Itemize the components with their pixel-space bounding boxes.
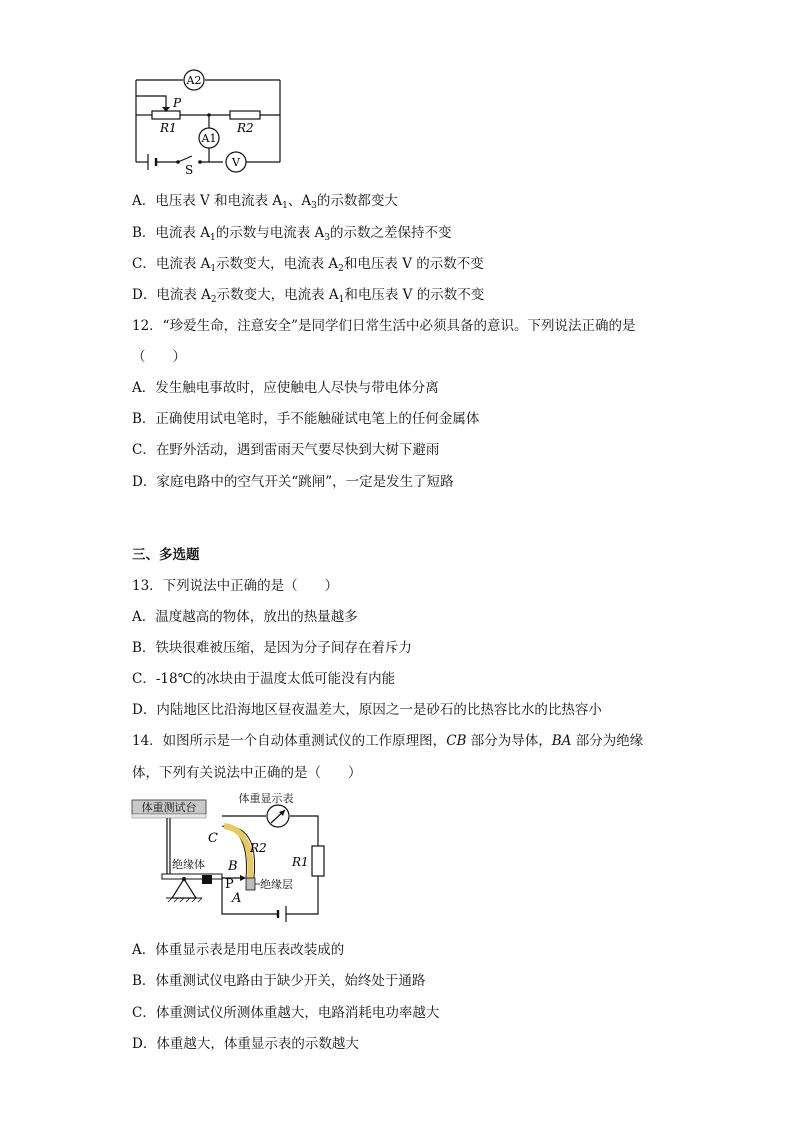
q12-stem-line2: （ ） — [132, 349, 186, 365]
q13-option-d: D．内陆地区比沿海地区昼夜温差大，原因之一是砂石的比热容比水的比热容小 — [132, 702, 602, 718]
label-P: P — [225, 877, 234, 892]
label-B: B — [228, 859, 238, 874]
layer-label: 绝缘层 — [260, 878, 293, 891]
platform-label: 体重测试台 — [141, 801, 197, 814]
q11-option-d: D．电流表 $A_2$示数变大，电流表 $A_1$和电压表 V 的示数不变 — [132, 287, 485, 305]
q12-option-c: C．在野外活动，遇到雷雨天气要尽快到大树下避雨 — [132, 442, 440, 458]
label-A1: A1 — [201, 132, 217, 145]
q13-option-c: C．-18℃的冰块由于温度太低可能没有内能 — [132, 671, 396, 687]
label-P: P — [173, 96, 182, 110]
q11-option-a: A．电压表 V 和电流表 $A_1$、$A_3$的示数都变大 — [132, 193, 398, 211]
label-A2: A2 — [186, 74, 202, 87]
q12-option-d: D．家庭电路中的空气开关“跳闸”，一定是发生了短路 — [132, 474, 454, 490]
q11-option-c: C．电流表 $A_1$示数变大，电流表 $A_2$和电压表 V 的示数不变 — [132, 256, 484, 274]
label-R1: R1 — [160, 121, 177, 135]
label-S: S — [185, 163, 194, 177]
section-title: 三、多选题 — [132, 547, 200, 563]
q13-stem: 13．下列说法中正确的是（ ） — [132, 578, 339, 594]
label-V: V — [232, 156, 240, 169]
q14-option-b: B．体重测试仪电路由于缺少开关，始终处于通路 — [132, 973, 426, 989]
q12-stem-line1: 12．“珍爱生命，注意安全”是同学们日常生活中必须具备的意识。下列说法正确的是 — [132, 318, 636, 334]
meter-label: 体重显示表 — [238, 792, 294, 805]
weight-tester-diagram — [126, 786, 336, 926]
insulator-label: 绝缘体 — [172, 858, 205, 871]
q14-option-c: C．体重测试仪所测体重越大，电路消耗电功率越大 — [132, 1005, 440, 1021]
q13-option-b: B．铁块很难被压缩，是因为分子间存在着斥力 — [132, 640, 412, 656]
label-A: A — [232, 891, 242, 906]
q12-option-b: B．正确使用试电笔时，手不能触碰试电笔上的任何金属体 — [132, 411, 480, 427]
q11-option-b: B．电流表 $A_1$的示数与电流表 $A_3$的示数之差保持不变 — [132, 225, 452, 243]
q14-option-d: D．体重越大，体重显示表的示数越大 — [132, 1036, 359, 1052]
q12-option-a: A．发生触电事故时，应使触电人尽快与带电体分离 — [132, 380, 439, 396]
label-R1: R1 — [292, 855, 309, 869]
q14-stem-line2: 体，下列有关说法中正确的是（ ） — [132, 765, 362, 781]
q13-option-a: A．温度越高的物体，放出的热量越多 — [132, 609, 358, 625]
q14-option-a: A．体重显示表是用电压表改装成的 — [132, 942, 345, 958]
label-R2: R2 — [250, 841, 267, 855]
q14-stem-line1: 14．如图所示是一个自动体重测试仪的工作原理图，CB 部分为导体，BA 部分为绝缘 — [132, 733, 644, 749]
label-R2: R2 — [237, 121, 254, 135]
label-C: C — [208, 831, 218, 846]
circuit-diagram-1 — [120, 62, 300, 178]
